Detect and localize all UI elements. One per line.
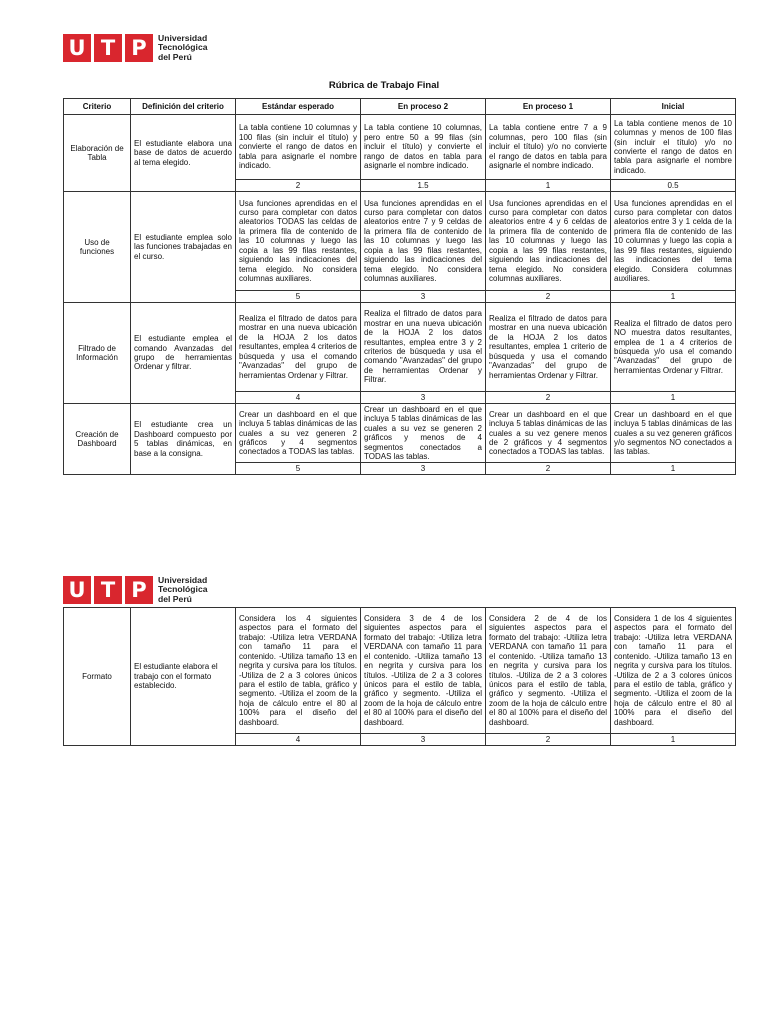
- level-description: Realiza el filtrado de datos para mostrar en una nueva ubicación de la HOJA 2 los datos resultantes, emplea 4 criterios de búsqueda y usa el comando "Avanzadas" del grupo de herramientas Ordenar y Filtrar.: [236, 303, 361, 392]
- level-description: Considera 3 de 4 de los siguientes aspectos para el formato del trabajo: -Utiliza letra VERDANA con tamaño 11 para el contenido. -Utiliza tamaño 13 en negrita y cursiva para los títulos. -Utiliza de 2 a 3 colores únicos para el estilo de tabla, gráfico y segmento. -Utiliza el zoom de la hoja de cálculo entre el 80 al 100% para el diseño del dashboard.: [361, 608, 486, 734]
- table-row: [64, 192, 736, 291]
- level-description: Realiza el filtrado de datos pero NO muestra datos resultantes, emplea de 1 a 4 criterios de búsqueda y/o usa el comando "Avanzadas" del grupo de herramientas Ordenar y Filtrar.: [611, 303, 736, 392]
- table-row: [64, 303, 736, 392]
- criterion-name: Uso de funciones: [64, 192, 131, 303]
- criterion-name: Creación de Dashboard: [64, 404, 131, 475]
- level-description: Realiza el filtrado de datos para mostrar en una nueva ubicación de la HOJA 2 los datos resultantes, emplea 1 criterio de búsqueda y usa el comando "Avanzadas" del grupo de herramientas Ordenar y Filtrar.: [486, 303, 611, 392]
- table-row: [64, 608, 736, 734]
- score-value: 2: [486, 291, 611, 303]
- criterion-definition: El estudiante emplea solo las funciones trabajadas en el curso.: [131, 192, 236, 303]
- table-row: [64, 404, 736, 463]
- level-description: Crear un dashboard en el que incluya 5 tablas dinámicas de las cuales a su vez genere menos de 2 gráficos y 4 segmentos conectados a TODAS las tablas.: [486, 404, 611, 463]
- rubric-table: [63, 98, 736, 475]
- logo-line-1: Universidad: [158, 33, 208, 43]
- score-value: 1: [611, 392, 736, 404]
- level-description: Usa funciones aprendidas en el curso para completar con datos aleatorios entre 4 y 6 celdas de la primera fila de contenido de las 10 columnas y luego las copia a las 99 filas restantes, siguiendo las indicaciones del tema elegido. No considera columnas auxiliares.: [486, 192, 611, 291]
- utp-logo-mark: [63, 34, 153, 62]
- level-description: Usa funciones aprendidas en el curso para completar con datos aleatorios entre 7 y 9 celdas de la primera fila de contenido de las 10 columnas y luego las copia a las 99 filas restantes, siguiendo las indicaciones del tema elegido. No considera columnas auxiliares.: [361, 192, 486, 291]
- score-value: 0.5: [611, 180, 736, 192]
- logo-letter-u: U: [63, 576, 91, 604]
- score-value: 1: [611, 291, 736, 303]
- level-description: La tabla contiene 10 columnas, pero entre 50 a 99 filas (sin incluir el título) y convierte el rango de datos en tabla para asignarle el nombre indicado.: [361, 115, 486, 180]
- level-description: Crear un dashboard en el que incluya 5 tablas dinámicas de las cuales a su vez se generen 2 gráficos y menos de 4 segmentos conectados a TODAS las tablas.: [361, 404, 486, 463]
- utp-logo: [63, 34, 208, 62]
- criterion-definition: El estudiante crea un Dashboard compuesto por 5 tablas dinámicas, en base a la consigna.: [131, 404, 236, 475]
- criterion-definition: El estudiante elabora una base de datos de acuerdo al tema elegido.: [131, 115, 236, 192]
- level-description: Crear un dashboard en el que incluya 5 tablas dinámicas de las cuales a su vez generen gráficos y/o segmentos NO conectados a las tablas.: [611, 404, 736, 463]
- header-row: [64, 99, 736, 115]
- level-description: La tabla contiene menos de 10 columnas y menos de 100 filas (sin incluir el título) y/o no convierte el rango de datos en tabla para asignarle el nombre indicado.: [611, 115, 736, 180]
- level-description: Considera los 4 siguientes aspectos para el formato del trabajo: -Utiliza letra VERDANA con tamaño 11 para el contenido. -Utiliza tamaño 13 en negrita y cursiva para los títulos. -Utiliza de 2 a 3 colores únicos para el estilo de tabla, gráfico y segmento. -Utiliza el zoom de la hoja de cálculo entre el 80 al 100% para el diseño del dashboard.: [236, 608, 361, 734]
- logo-letter-p: P: [125, 576, 153, 604]
- utp-logo: [63, 576, 208, 604]
- level-description: Considera 1 de los 4 siguientes aspectos para el formato del trabajo: -Utiliza letra VERDANA con tamaño 11 para el contenido. -Utiliza tamaño 13 en negrita y cursiva para los títulos. -Utiliza de 2 a 3 colores únicos para el estilo de tabla, gráfico y segmento. -Utiliza el zoom de la hoja de cálculo entre el 80 al 100% para el diseño del dashboard.: [611, 608, 736, 734]
- score-value: 3: [361, 734, 486, 746]
- score-value: 1: [611, 463, 736, 475]
- header-inicial: Inicial: [611, 99, 736, 115]
- logo-line-2: Tecnológica: [158, 42, 208, 53]
- logo-letter-u: U: [63, 34, 91, 62]
- header-proceso-2: En proceso 2: [361, 99, 486, 115]
- logo-wordmark: [158, 34, 208, 62]
- rubric-table-continued: [63, 607, 736, 746]
- level-description: Realiza el filtrado de datos para mostrar en una nueva ubicación de la HOJA 2 los datos resultantes, emplea entre 3 y 2 criterios de búsqueda y usa el comando "Avanzadas" del grupo de herramientas Ordenar y Filtrar.: [361, 303, 486, 392]
- header-proceso-1: En proceso 1: [486, 99, 611, 115]
- level-description: Crear un dashboard en el que incluya 5 tablas dinámicas de las cuales a su vez generen 2 gráficos y 4 segmentos conectados a TODAS las tablas.: [236, 404, 361, 463]
- level-description: Usa funciones aprendidas en el curso para completar con datos aleatorios TODAS las celdas de la primera fila de contenido de las 10 columnas y luego las copia a las 99 filas restantes, siguiendo las indicaciones del tema elegido. No considera columnas auxiliares.: [236, 192, 361, 291]
- criterion-definition: El estudiante emplea el comando Avanzadas del grupo de herramientas Ordenar y filtrar.: [131, 303, 236, 404]
- score-value: 2: [486, 463, 611, 475]
- score-value: 1.5: [361, 180, 486, 192]
- level-description: La tabla contiene entre 7 a 9 columnas, pero 100 filas (sin incluir el título) y/o no convierte el rango de datos en tabla para asignarle el nombre indicado.: [486, 115, 611, 180]
- level-description: La tabla contiene 10 columnas y 100 filas (sin incluir el título) y convierte el rango de datos en tabla para asignarle el nombre indicado.: [236, 115, 361, 180]
- score-value: 1: [486, 180, 611, 192]
- logo-line-1: Universidad: [158, 575, 208, 585]
- criterion-name: Formato: [64, 608, 131, 746]
- criterion-definition: El estudiante elabora el trabajo con el formato establecido.: [131, 608, 236, 746]
- score-value: 2: [486, 392, 611, 404]
- score-value: 3: [361, 463, 486, 475]
- score-value: 3: [361, 291, 486, 303]
- logo-letter-t: T: [94, 34, 122, 62]
- utp-logo-mark: [63, 576, 153, 604]
- score-value: 4: [236, 392, 361, 404]
- score-value: 5: [236, 291, 361, 303]
- criterion-name: Elaboración de Tabla: [64, 115, 131, 192]
- logo-line-3: del Perú: [158, 51, 192, 62]
- document-title: Rúbrica de Trabajo Final: [328, 80, 440, 91]
- table-row: [64, 115, 736, 180]
- score-value: 4: [236, 734, 361, 746]
- logo-letter-p: P: [125, 34, 153, 62]
- criterion-name: Filtrado de Información: [64, 303, 131, 404]
- logo-line-2: Tecnológica: [158, 584, 208, 595]
- logo-line-3: del Perú: [158, 593, 192, 604]
- score-value: 2: [486, 734, 611, 746]
- level-description: Considera 2 de 4 de los siguientes aspectos para el formato del trabajo: -Utiliza letra VERDANA con tamaño 11 para el contenido. -Utiliza tamaño 13 en negrita y cursiva para los títulos. -Utiliza de 2 a 3 colores únicos para el estilo de tabla, gráfico y segmento. -Utiliza el zoom de la hoja de cálculo entre el 80 al 100% para el diseño del dashboard.: [486, 608, 611, 734]
- header-estandar: Estándar esperado: [236, 99, 361, 115]
- header-definicion: Definición del criterio: [131, 99, 236, 115]
- logo-wordmark: [158, 576, 208, 604]
- score-value: 2: [236, 180, 361, 192]
- score-value: 3: [361, 392, 486, 404]
- level-description: Usa funciones aprendidas en el curso para completar con datos aleatorios entre 3 y 1 celda de la primera fila de contenido de las 10 columnas y luego las copia a las 99 filas restantes, siguiendo las indicaciones del tema elegido. Considera columnas auxiliares.: [611, 192, 736, 291]
- score-value: 5: [236, 463, 361, 475]
- score-value: 1: [611, 734, 736, 746]
- header-criterio: Criterio: [64, 99, 131, 115]
- logo-letter-t: T: [94, 576, 122, 604]
